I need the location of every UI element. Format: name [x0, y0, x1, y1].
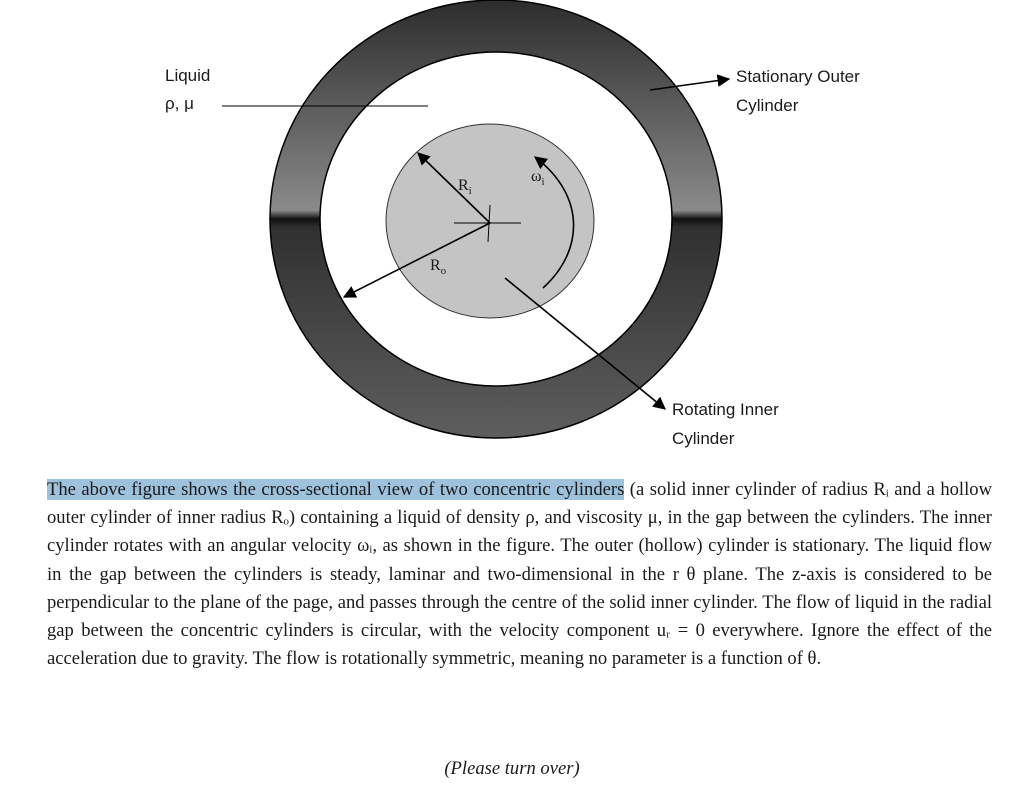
inner-cylinder — [386, 124, 594, 318]
ro-symbol: $R_o$ — [430, 257, 447, 277]
highlighted-text: The above figure shows the cross-sectional view of two concentric cylinders — [47, 479, 625, 500]
outer-cylinder-label-line1: Stationary Outer — [736, 67, 860, 86]
liquid-label: Liquid — [165, 66, 211, 85]
description-rest: (a solid inner cylinder of radius Rᵢ and a hollow outer cylinder of inner radius Rₒ) containing a liquid of density ρ, and viscosity μ, in the gap between the cylinders. The inner cylinder rotates with an angular velocity ωᵢ, as shown in the figure. The outer (hollow) cylinder is stationary. The liquid flow in the gap between the cylinders is steady, laminar and two-dimensional in the r θ plane. The z-axis is considered to be perpendicular to the plane of the page, and passes through the centre of the solid inner cylinder. The flow of liquid in the radial gap between the concentric cylinders is circular, with the velocity component uᵣ = 0 everywhere. Ignore the effect of the acceleration due to gravity. The flow is rotationally symmetric, meaning no parameter is a function of θ. — [47, 479, 992, 670]
problem-description — [47, 476, 992, 673]
please-turn-over: (Please turn over) — [444, 758, 580, 779]
liquid-properties-label: ρ, μ — [165, 94, 194, 113]
inner-cylinder-label-line1: Rotating Inner — [672, 400, 779, 419]
outer-cylinder-label-line2: Cylinder — [736, 96, 799, 115]
inner-cylinder-label-line2: Cylinder — [672, 429, 735, 448]
ri-symbol: $R_i$ — [458, 177, 472, 197]
omega-symbol: $\omega_i$ — [531, 168, 545, 188]
